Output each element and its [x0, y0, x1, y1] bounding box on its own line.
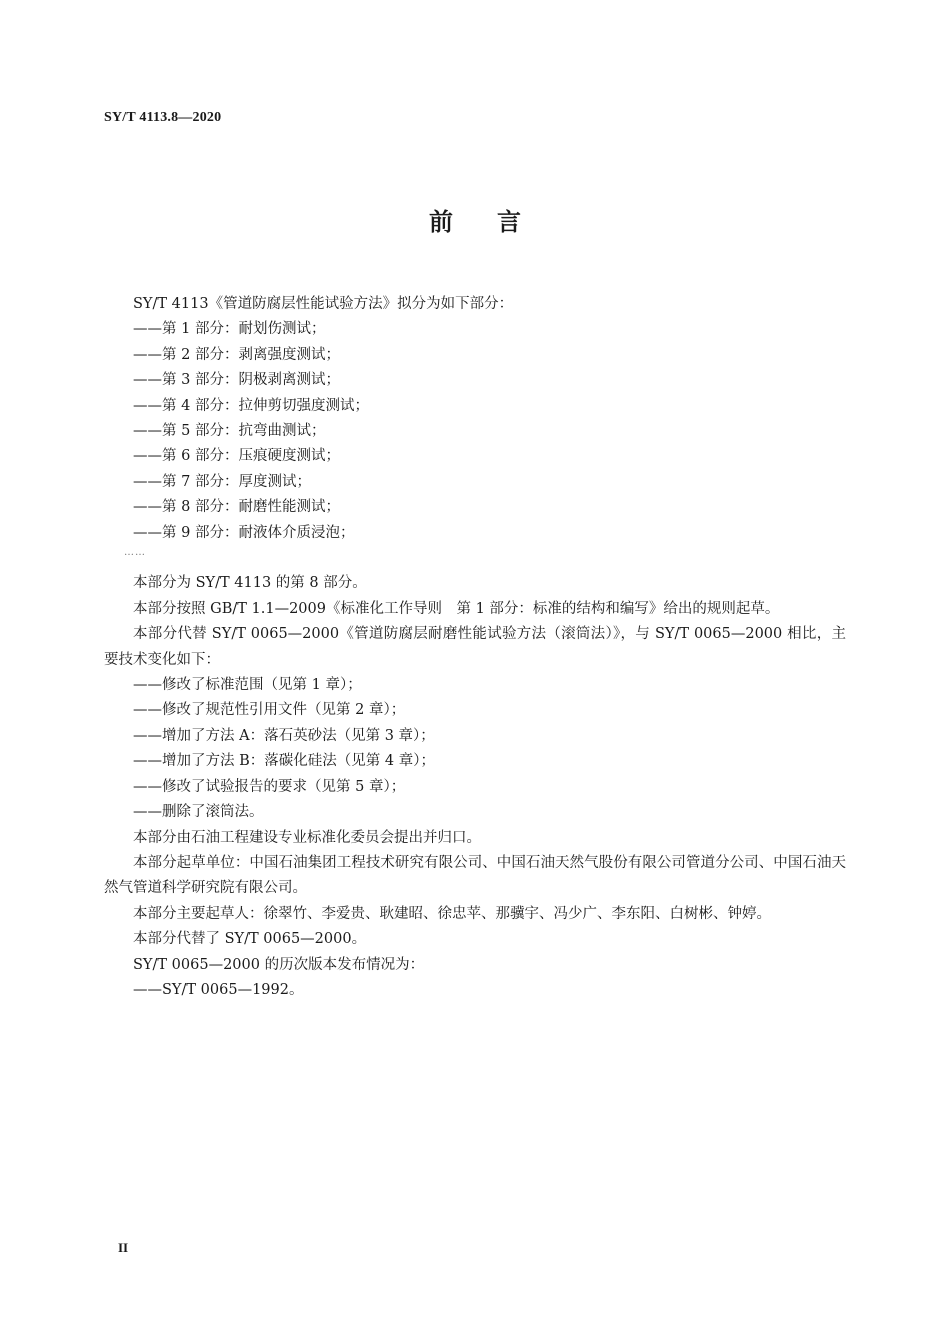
- list-item: ——第 3 部分：阴极剥离测试；: [133, 372, 340, 389]
- list-item: ——第 8 部分：耐磨性能测试；: [133, 499, 340, 516]
- this-part-paragraph: 本部分为 SY/T 4113 的第 8 部分。: [133, 575, 367, 592]
- list-item: ——增加了方法 B：落碳化硅法（见第 4 章）；: [133, 753, 435, 770]
- list-item: ——修改了标准范围（见第 1 章）；: [133, 677, 362, 694]
- list-item: ——第 4 部分：拉伸剪切强度测试；: [133, 397, 369, 414]
- page-number: II: [118, 1240, 129, 1255]
- drafters-paragraph: 本部分主要起草人：徐翠竹、李爱贵、耿建昭、徐忠苹、那骥宇、冯少广、李东阳、白树彬、钟婷。: [133, 905, 771, 922]
- list-item: ——第 2 部分：剥离强度测试；: [133, 346, 340, 363]
- replaces-paragraph: 本部分代替 SY/T 0065—2000《管道防腐层耐磨性能试验方法（滚筒法）》，与 SY/T 0065—2000 相比，主要技术变化如下：: [104, 626, 846, 668]
- proposed-by-paragraph: 本部分由石油工程建设专业标准化委员会提出并归口。: [133, 829, 481, 846]
- parts-ellipsis: ……: [124, 547, 146, 559]
- history-list: [104, 978, 846, 1003]
- list-item: ——修改了试验报告的要求（见第 5 章）；: [133, 778, 406, 795]
- list-item: ——第 5 部分：抗弯曲测试；: [133, 423, 326, 440]
- document-code: SY/T 4113.8—2020: [104, 110, 222, 125]
- replaced-standard-paragraph: 本部分代替了 SY/T 0065—2000。: [133, 931, 367, 948]
- drafting-units-paragraph: 本部分起草单位：中国石油集团工程技术研究有限公司、中国石油天然气股份有限公司管道分公司、中国石油天然气管道科学研究院有限公司。: [104, 854, 846, 897]
- drafting-rule-paragraph: 本部分按照 GB/T 1.1—2009《标准化工作导则 第 1 部分：标准的结构和编写》给出的规则起草。: [133, 600, 780, 617]
- list-item: ——删除了滚筒法。: [133, 804, 264, 821]
- parts-list: [104, 317, 846, 571]
- list-item: ——第 9 部分：耐液体介质浸泡；: [133, 524, 355, 541]
- version-history-paragraph: SY/T 0065—2000 的历次版本发布情况为：: [133, 956, 425, 973]
- list-item: ——第 6 部分：压痕硬度测试；: [133, 448, 340, 465]
- list-item: ——SY/T 0065—1992。: [133, 981, 304, 998]
- list-item: ——第 7 部分：厚度测试；: [133, 473, 311, 490]
- list-item: ——修改了规范性引用文件（见第 2 章）；: [133, 702, 406, 719]
- parts-intro: SY/T 4113《管道防腐层性能试验方法》拟分为如下部分：: [133, 296, 514, 312]
- changes-list: [104, 673, 846, 825]
- list-item: ——第 1 部分：耐划伤测试；: [133, 321, 326, 338]
- foreword-body: [104, 292, 846, 1003]
- list-item: ——增加了方法 A：落石英砂法（见第 3 章）；: [133, 727, 435, 744]
- page-title: 前言: [429, 208, 565, 236]
